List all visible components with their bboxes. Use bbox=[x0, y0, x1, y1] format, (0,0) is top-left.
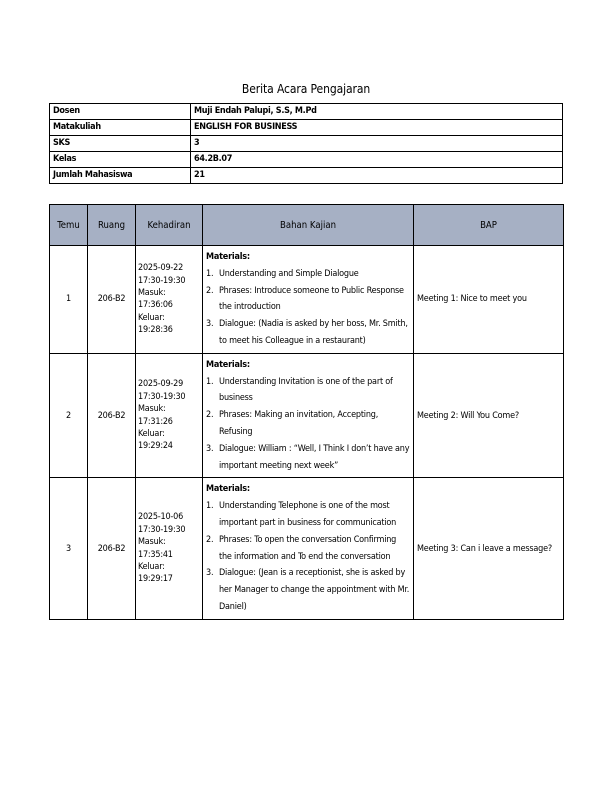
header-temu: Temu bbox=[50, 205, 88, 246]
info-row-dosen bbox=[50, 104, 563, 120]
attendance-time: 17:30-19:30 bbox=[138, 391, 186, 402]
material-number: 2. bbox=[206, 410, 214, 421]
masuk-label: Masuk: bbox=[138, 404, 166, 415]
material-item bbox=[206, 532, 410, 566]
material-item bbox=[206, 316, 410, 350]
material-item bbox=[206, 266, 410, 283]
material-number: 2. bbox=[206, 285, 214, 296]
materials-heading: Materials: bbox=[206, 484, 250, 495]
info-value: Muji Endah Palupi, S.S, M.Pd bbox=[191, 104, 563, 120]
ruang-cell: 206-B2 bbox=[88, 478, 136, 619]
material-text: Phrases: To open the conversation Confirming the information and To end the conversation bbox=[219, 534, 397, 562]
course-info-table bbox=[49, 103, 563, 184]
material-text: Understanding and Simple Dialogue bbox=[219, 268, 359, 279]
material-number: 1. bbox=[206, 268, 214, 279]
info-row-matakuliah bbox=[50, 120, 563, 136]
material-text: Dialogue: (Jean is a receptionist, she is asked by her Manager to change the appointment with Mr. Daniel) bbox=[219, 568, 410, 612]
bap-cell: Meeting 2: Will You Come? bbox=[414, 353, 564, 478]
material-number: 2. bbox=[206, 534, 214, 545]
material-text: Understanding Telephone is one of the most important part in business for communication bbox=[219, 501, 397, 528]
temu-cell: 3 bbox=[50, 478, 88, 619]
info-label: Dosen bbox=[50, 104, 191, 120]
masuk-time: 17:31:26 bbox=[138, 416, 173, 427]
material-number: 3. bbox=[206, 319, 214, 330]
info-label: SKS bbox=[50, 136, 191, 152]
material-item bbox=[206, 565, 410, 615]
keluar-label: Keluar: bbox=[138, 428, 165, 439]
material-item bbox=[206, 283, 410, 317]
material-number: 3. bbox=[206, 568, 214, 579]
header-bap: BAP bbox=[414, 205, 564, 246]
meetings-table bbox=[49, 204, 564, 620]
info-row-sks bbox=[50, 136, 563, 152]
keluar-label: Keluar: bbox=[138, 312, 165, 323]
bap-cell: Meeting 1: Nice to meet you bbox=[414, 246, 564, 354]
material-number: 1. bbox=[206, 501, 214, 512]
table-row bbox=[50, 353, 564, 478]
materials-heading: Materials: bbox=[206, 359, 250, 370]
material-number: 1. bbox=[206, 376, 214, 387]
keluar-time: 19:29:17 bbox=[138, 574, 173, 585]
material-text: Dialogue: (Nadia is asked by her boss, Mr. Smith, to meet his Colleague in a restaurant) bbox=[219, 319, 408, 346]
header-kehadiran: Kehadiran bbox=[136, 205, 203, 246]
attendance-date: 2025-09-22 bbox=[138, 263, 184, 274]
info-value: 3 bbox=[191, 136, 563, 152]
info-label: Matakuliah bbox=[50, 120, 191, 136]
temu-cell: 2 bbox=[50, 353, 88, 478]
info-row-kelas bbox=[50, 152, 563, 168]
table-row bbox=[50, 246, 564, 354]
table-header-row bbox=[50, 205, 564, 246]
attendance-date: 2025-09-29 bbox=[138, 379, 184, 390]
material-item bbox=[206, 407, 410, 441]
kehadiran-cell bbox=[136, 246, 203, 354]
attendance-date: 2025-10-06 bbox=[138, 512, 184, 523]
ruang-cell: 206-B2 bbox=[88, 246, 136, 354]
info-value: 64.2B.07 bbox=[191, 152, 563, 168]
material-number: 3. bbox=[206, 443, 214, 454]
material-text: Phrases: Introduce someone to Public Response the introduction bbox=[219, 285, 404, 313]
info-label: Kelas bbox=[50, 152, 191, 168]
masuk-time: 17:36:06 bbox=[138, 300, 173, 311]
keluar-time: 19:29:24 bbox=[138, 441, 173, 452]
material-item bbox=[206, 441, 410, 475]
attendance-time: 17:30-19:30 bbox=[138, 524, 186, 535]
material-item bbox=[206, 498, 410, 532]
info-value: 21 bbox=[191, 168, 563, 184]
bahan-kajian-cell bbox=[203, 478, 414, 619]
info-label: Jumlah Mahasiswa bbox=[50, 168, 191, 184]
info-row-jumlah-mahasiswa bbox=[50, 168, 563, 184]
ruang-cell: 206-B2 bbox=[88, 353, 136, 478]
temu-cell: 1 bbox=[50, 246, 88, 354]
materials-heading: Materials: bbox=[206, 252, 250, 262]
info-value: ENGLISH FOR BUSINESS bbox=[191, 120, 563, 136]
bahan-kajian-cell bbox=[203, 246, 414, 354]
bap-cell: Meeting 3: Can i leave a message? bbox=[414, 478, 564, 619]
kehadiran-cell bbox=[136, 353, 203, 478]
table-row bbox=[50, 478, 564, 619]
material-text: Dialogue: William : “Well, I Think I don’t have any important meeting next week” bbox=[219, 443, 410, 471]
material-text: Understanding Invitation is one of the part of business bbox=[219, 376, 393, 404]
masuk-label: Masuk: bbox=[138, 537, 166, 548]
masuk-label: Masuk: bbox=[138, 287, 166, 298]
keluar-label: Keluar: bbox=[138, 561, 165, 572]
keluar-time: 19:28:36 bbox=[138, 325, 173, 336]
kehadiran-cell bbox=[136, 478, 203, 619]
material-text: Phrases: Making an invitation, Accepting, Refusing bbox=[219, 410, 379, 437]
attendance-time: 17:30-19:30 bbox=[138, 275, 186, 286]
masuk-time: 17:35:41 bbox=[138, 549, 173, 560]
bahan-kajian-cell bbox=[203, 353, 414, 478]
material-item bbox=[206, 374, 410, 408]
header-bahan-kajian: Bahan Kajian bbox=[203, 205, 414, 246]
header-ruang: Ruang bbox=[88, 205, 136, 246]
page-title: Berita Acara Pengajaran bbox=[241, 82, 371, 96]
